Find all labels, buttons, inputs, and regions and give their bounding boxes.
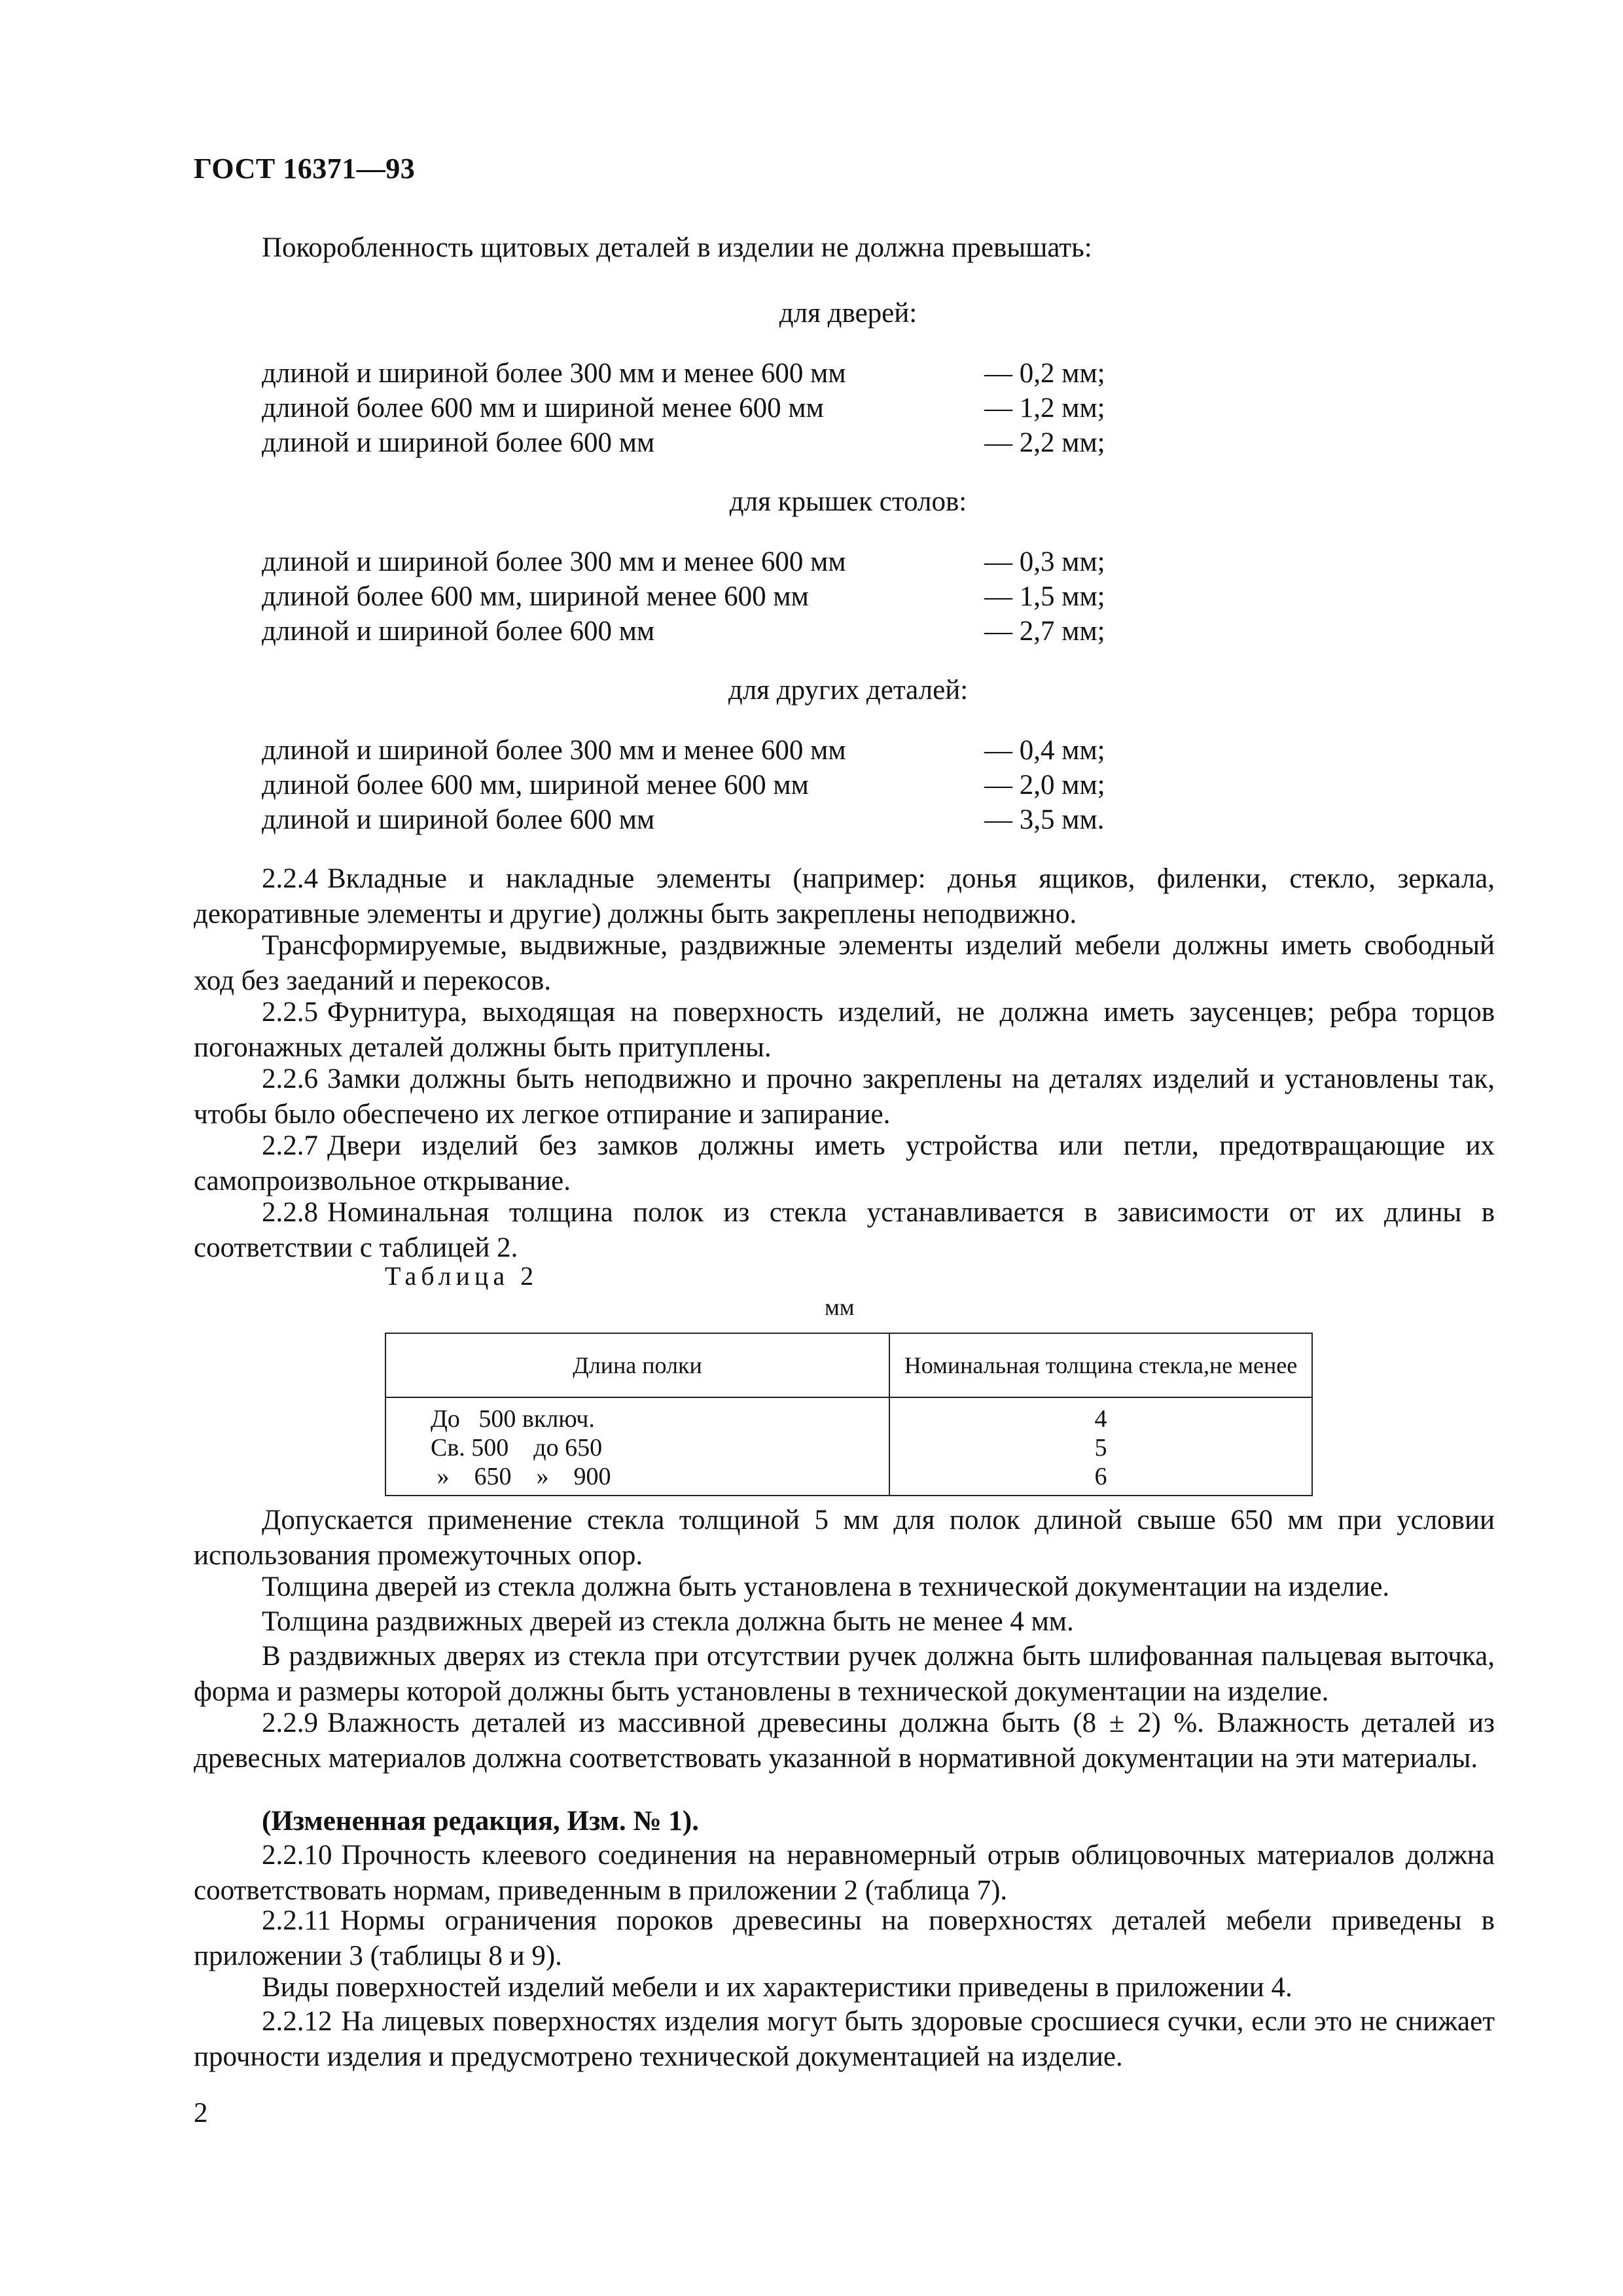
- paragraph-surface-types: [194, 1970, 1495, 2005]
- table-caption: Таблица 2: [385, 1261, 539, 1291]
- dim-row: [262, 425, 1126, 461]
- paragraph-2-2-8: [194, 1195, 1495, 1266]
- paragraph-text: Номинальная толщина полок из стекла устанавливается в зависимости от их длины в соответствии с таблицей 2.: [194, 1197, 1495, 1263]
- glass-thickness-cell: [889, 1397, 1312, 1496]
- paragraph-text: Толщина дверей из стекла должна быть установлена в технической документации на изделие.: [262, 1571, 1390, 1602]
- shelf-length-value: Св. 500 до 650: [431, 1434, 603, 1462]
- clause-number: 2.2.12: [262, 2006, 332, 2037]
- clause-number: 2.2.7: [262, 1130, 318, 1161]
- paragraph-2-2-12: [194, 2004, 1495, 2075]
- paragraph-text: На лицевых поверхностях изделия могут быть здоровые сросшиеся сучки, если это не снижает прочности изделия и предусмотрено технической документацией на изделие.: [194, 2006, 1495, 2072]
- paragraph-text: (Измененная редакция, Изм. № 1).: [262, 1806, 699, 1837]
- dim-value: — 0,3 мм;: [984, 547, 1105, 577]
- dim-row: [262, 356, 1126, 391]
- clause-number: 2.2.8: [262, 1197, 318, 1228]
- amendment-note: [194, 1804, 1495, 1839]
- dim-label: длиной и шириной более 300 мм и менее 600 мм: [262, 358, 846, 389]
- column-header-glass-thickness: Номинальная толщина стекла,не менее: [889, 1333, 1312, 1397]
- paragraph-2-2-11: [194, 1903, 1495, 1974]
- dim-label: длиной более 600 мм, шириной менее 600 мм: [262, 581, 809, 612]
- dim-row: [262, 391, 1126, 426]
- dim-row: [262, 768, 1126, 803]
- dim-label: длиной и шириной более 600 мм: [262, 427, 655, 458]
- clause-number: 2.2.4: [262, 863, 318, 894]
- column-header-shelf-length: Длина полки: [385, 1333, 889, 1397]
- group-title-doors: для дверей:: [779, 298, 918, 329]
- paragraph-text: Влажность деталей из массивной древесины должна быть (8 ± 2) %. Влажность деталей из древесных материалов должна соответствовать указанной в нормативной документации на эти материалы.: [194, 1708, 1495, 1774]
- shelf-length-value: До 500 включ.: [431, 1405, 595, 1433]
- dim-label: длиной более 600 мм, шириной менее 600 мм: [262, 770, 809, 800]
- paragraph-text: Двери изделий без замков должны иметь устройства или петли, предотвращающие их самопроизвольное открывание.: [194, 1130, 1495, 1196]
- dim-row: [262, 614, 1126, 649]
- dim-row: [262, 802, 1126, 838]
- shelf-length-value: » 650 » 900: [431, 1463, 611, 1490]
- clause-number: 2.2.11: [262, 1905, 331, 1936]
- dim-value: — 2,7 мм;: [984, 616, 1105, 647]
- dim-value: — 2,2 мм;: [984, 427, 1105, 458]
- paragraph-text: Трансформируемые, выдвижные, раздвижные элементы изделий мебели должны иметь свободный ход без заеданий и перекосов.: [194, 930, 1495, 996]
- paragraph-2-2-10: [194, 1838, 1495, 1909]
- paragraph-glass-5mm: [194, 1503, 1495, 1573]
- clause-number: 2.2.5: [262, 997, 318, 1028]
- glass-shelf-table: [385, 1333, 1313, 1496]
- dim-label: длиной и шириной более 300 мм и менее 600 мм: [262, 547, 846, 577]
- dim-value: — 2,0 мм;: [984, 770, 1105, 800]
- dim-row: [262, 733, 1126, 768]
- paragraph-text: Фурнитура, выходящая на поверхность изделий, не должна иметь заусенцев; ребра торцов погонажных деталей должны быть притуплены.: [194, 997, 1495, 1063]
- dim-label: длиной более 600 мм и шириной менее 600 мм: [262, 393, 824, 423]
- paragraph-finger-groove: [194, 1639, 1495, 1710]
- paragraph-text: Виды поверхностей изделий мебели и их характеристики приведены в приложении 4.: [262, 1972, 1293, 2003]
- paragraph-sliding-door-thickness: [194, 1604, 1495, 1640]
- table-unit: мм: [825, 1294, 855, 1320]
- dim-value: — 0,2 мм;: [984, 358, 1105, 389]
- clause-number: 2.2.9: [262, 1708, 318, 1738]
- paragraph-text: Допускается применение стекла толщиной 5 мм для полок длиной свыше 650 мм при условии использования промежуточных опор.: [194, 1505, 1495, 1571]
- dim-value: — 1,2 мм;: [984, 393, 1105, 423]
- paragraph-text: В раздвижных дверях из стекла при отсутствии ручек должна быть шлифованная пальцевая выточка, форма и размеры которой должны быть установлены в технической документации на изделие.: [194, 1641, 1495, 1707]
- dim-value: — 0,4 мм;: [984, 735, 1105, 766]
- dim-label: длиной и шириной более 600 мм: [262, 616, 655, 647]
- paragraph-text: Прочность клеевого соединения на неравномерный отрыв облицовочных материалов должна соответствовать нормам, приведенным в приложении 2 (таблица 7).: [194, 1840, 1495, 1906]
- page-number: 2: [194, 2098, 208, 2128]
- paragraph-text: Нормы ограничения пороков древесины на поверхностях деталей мебели приведены в приложении 3 (таблицы 8 и 9).: [194, 1905, 1495, 1971]
- group-title-other: для других деталей:: [728, 675, 969, 706]
- dim-value: — 3,5 мм.: [984, 804, 1105, 835]
- paragraph-text: Толщина раздвижных дверей из стекла должна быть не менее 4 мм.: [262, 1606, 1074, 1637]
- paragraph-2-2-4: [194, 861, 1495, 932]
- shelf-length-cell: [385, 1397, 889, 1496]
- paragraph-transformable: [194, 928, 1495, 999]
- paragraph-text: Замки должны быть неподвижно и прочно закреплены на деталях изделий и установлены так, чтобы было обеспечено их легкое отпирание и запирание.: [194, 1064, 1495, 1130]
- glass-thickness-value: 4: [1094, 1405, 1107, 1433]
- dim-row: [262, 579, 1126, 615]
- group-title-tabletops: для крышек столов:: [729, 486, 967, 517]
- glass-thickness-value: 5: [1094, 1434, 1107, 1462]
- dim-label: длиной и шириной более 600 мм: [262, 804, 655, 835]
- glass-thickness-value: 6: [1094, 1463, 1107, 1490]
- dim-label: длиной и шириной более 300 мм и менее 600 мм: [262, 735, 846, 766]
- table-header-row: [385, 1333, 1312, 1397]
- paragraph-2-2-9: [194, 1706, 1495, 1776]
- warp-intro: Покоробленность щитовых деталей в изделии не должна превышать:: [262, 232, 1092, 263]
- paragraph-2-2-5: [194, 995, 1495, 1066]
- dim-value: — 1,5 мм;: [984, 581, 1105, 612]
- paragraph-door-thickness: [194, 1570, 1495, 1605]
- table-row: [385, 1397, 1312, 1496]
- paragraph-2-2-7: [194, 1128, 1495, 1199]
- paragraph-text: Вкладные и накладные элементы (например: донья ящиков, филенки, стекло, зеркала, декоративные элементы и другие) должны быть закреплены неподвижно.: [194, 863, 1495, 929]
- standard-header: ГОСТ 16371—93: [194, 152, 416, 185]
- clause-number: 2.2.6: [262, 1064, 318, 1094]
- paragraph-2-2-6: [194, 1062, 1495, 1132]
- dim-row: [262, 545, 1126, 580]
- clause-number: 2.2.10: [262, 1840, 332, 1871]
